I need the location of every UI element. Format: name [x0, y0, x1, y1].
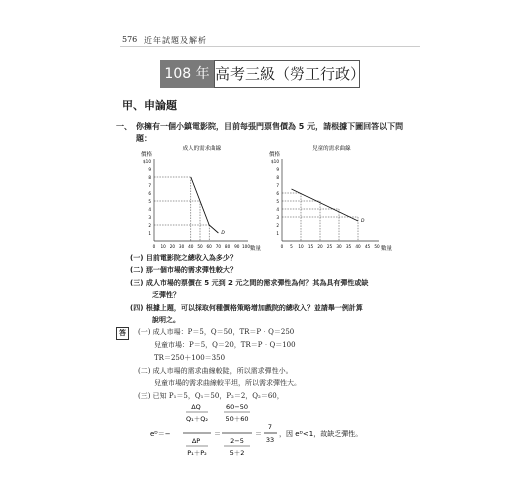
sub-question-text: 成人市場的票價在 5 元到 2 元之間的需求彈性為何？其為具有彈性或缺 — [145, 279, 369, 287]
header-divider — [120, 46, 420, 47]
formula-lhs: eᴰ＝− — [150, 430, 171, 438]
formula-delta-q: ΔQ — [191, 403, 201, 411]
y-tick-label: 8 — [276, 174, 279, 180]
y-tick-label: $10 — [143, 158, 151, 164]
x-tick-label: 10 — [298, 244, 304, 249]
x-tick-label: 25 — [326, 244, 333, 249]
x-tick-label: 45 — [364, 244, 371, 249]
y-tick-label: 9 — [148, 166, 151, 172]
answer-line-6: (三) 已知 P₁＝5，Q₁＝50，P₂＝2，Q₂＝60， — [138, 392, 284, 400]
question-text: 你擁有一個小鎮電影院，目前每張門票售價為 5 元，請根據下圖回答以下問題： — [136, 122, 404, 143]
elasticity-formula — [150, 400, 410, 470]
formula-q-diff: 60−50 — [226, 403, 248, 411]
formula-equals: ＝ — [214, 430, 221, 438]
demand-curve — [191, 177, 219, 233]
sub-question-1 — [130, 253, 237, 264]
x-tick-label: 30 — [178, 244, 185, 249]
sub-question-3-cont — [152, 290, 180, 301]
sub-question-label: (四) — [130, 304, 144, 312]
x-axis-label: 數量 — [381, 246, 393, 252]
x-axis-label: 數量 — [250, 246, 262, 252]
y-tick-label: 2 — [148, 222, 151, 228]
child-demand-chart-plot — [269, 144, 393, 252]
formula-p-diff: 2−5 — [230, 437, 244, 445]
sub-question-text: 根據上題，可以採取何種價格策略增加戲院的總收入？並請舉一例計算 — [145, 304, 363, 312]
formula-p-sum: P₁＋P₂ — [187, 449, 207, 457]
sub-question-text: 乏彈性？ — [152, 291, 180, 299]
child-demand-chart — [268, 144, 398, 254]
y-tick-label: 7 — [276, 182, 279, 188]
x-tick-label: 0 — [152, 244, 156, 249]
y-tick-label: 7 — [148, 182, 151, 188]
x-tick-label: 20 — [317, 244, 323, 249]
section-title: 甲、申論題 — [122, 99, 177, 112]
x-tick-label: 50 — [197, 244, 203, 249]
sub-question-label: (一) — [130, 254, 144, 262]
adult-demand-chart — [140, 144, 265, 254]
sub-question-label: (二) — [130, 266, 144, 274]
x-tick-label: 10 — [160, 244, 166, 249]
y-tick-label: 8 — [148, 174, 151, 180]
y-tick-label: 4 — [276, 206, 279, 212]
formula-q-total: 50＋60 — [225, 415, 249, 423]
sub-question-3 — [130, 278, 368, 289]
y-axis-label: 價格 — [269, 152, 281, 158]
y-tick-label: 3 — [276, 214, 279, 220]
formula-result-den: 33 — [265, 436, 275, 444]
sub-question-label: (三) — [130, 279, 144, 287]
y-tick-label: 2 — [276, 222, 279, 228]
formula-result-num: 7 — [267, 423, 273, 431]
exam-title-block — [160, 60, 366, 88]
y-tick-label: 9 — [276, 166, 279, 172]
curve-label: D — [361, 219, 365, 224]
y-tick-label: 6 — [148, 190, 151, 196]
answer-mark: 答 — [116, 327, 129, 340]
x-tick-label: 90 — [234, 244, 240, 249]
x-tick-label: 0 — [280, 244, 284, 249]
x-tick-label: 80 — [224, 244, 231, 249]
sub-question-2 — [130, 265, 237, 276]
x-tick-label: 5 — [290, 244, 293, 249]
y-tick-label: 5 — [276, 198, 279, 204]
answer-line-1: (一) 成人市場：P＝5，Q＝50，TR＝P‧Q＝250 — [138, 328, 295, 336]
x-tick-label: 60 — [206, 244, 212, 249]
x-tick-label: 100 — [242, 244, 250, 249]
y-tick-label: 4 — [148, 206, 151, 212]
answer-line-3: TR＝250＋100＝350 — [154, 354, 226, 362]
x-tick-label: 20 — [169, 244, 176, 249]
sub-question-text: 目前電影院之總收入為多少？ — [145, 254, 237, 262]
formula-delta-p: ΔP — [191, 437, 201, 445]
chart-title: 成人的需求曲線 — [182, 146, 222, 152]
x-tick-label: 40 — [188, 244, 194, 249]
curve-label: D — [221, 231, 225, 236]
x-tick-label: 35 — [345, 244, 352, 249]
chart-title: 兒童的需求曲線 — [312, 146, 351, 152]
x-tick-label: 15 — [307, 244, 314, 249]
question-number: 一、 — [116, 122, 132, 131]
formula-q-sum: Q₁＋Q₂ — [186, 415, 208, 423]
sub-question-text: 那一個市場的需求彈性較大？ — [145, 266, 237, 274]
page-number: 576 — [122, 35, 138, 44]
x-tick-label: 40 — [355, 244, 361, 249]
demand-curve — [292, 189, 359, 221]
exam-year-badge: 108 年 — [160, 60, 214, 88]
y-axis-label: 價格 — [141, 152, 153, 158]
exam-title: 高考三級（勞工行政） — [214, 60, 360, 88]
y-tick-label: 5 — [148, 198, 151, 204]
y-tick-label: $10 — [271, 158, 279, 164]
adult-demand-chart-plot — [141, 144, 262, 252]
x-tick-label: 50 — [374, 244, 380, 249]
y-tick-label: 6 — [276, 190, 279, 196]
x-tick-label: 70 — [215, 244, 222, 249]
answer-line-4: (二) 成人市場的需求曲線較陡，所以需求彈性小。 — [138, 367, 293, 375]
answer-line-2: 兒童市場：P＝5，Q＝20，TR＝P‧Q＝100 — [154, 341, 296, 349]
formula-equals: ＝ — [255, 430, 262, 438]
sub-question-4 — [130, 303, 363, 314]
y-tick-label: 1 — [276, 230, 279, 236]
book-title: 近年試題及解析 — [144, 36, 207, 45]
sub-question-4-cont — [152, 315, 180, 326]
formula-p-total: 5＋2 — [229, 449, 245, 457]
y-tick-label: 3 — [148, 214, 151, 220]
sub-question-text: 說明之。 — [152, 316, 180, 324]
answer-line-5: 兒童市場的需求曲線較平坦，所以需求彈性大。 — [154, 379, 301, 387]
x-tick-label: 30 — [336, 244, 342, 249]
formula-conclusion: ，因 eᴰ<1，故缺乏彈性。 — [279, 430, 363, 438]
y-tick-label: 1 — [148, 230, 151, 236]
